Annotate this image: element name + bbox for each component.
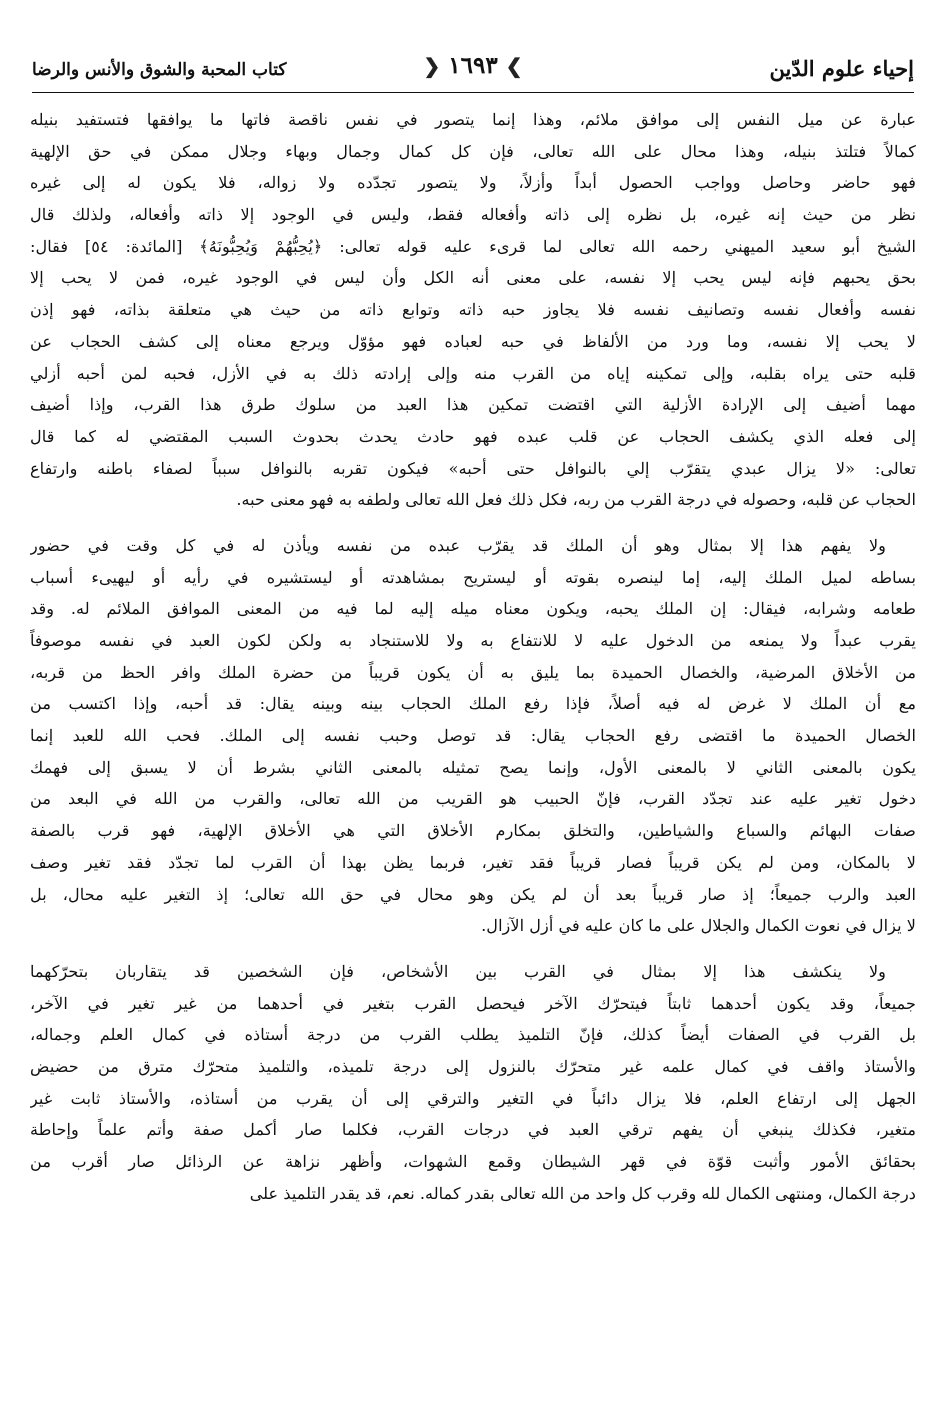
paragraph-gap: [30, 516, 916, 530]
text-line: الخصال الحميدة ما اقتضى رفع الحجاب يقال: قد توصل وحبب نفسه إلى الملك. فحب الله للعبد إنما: [30, 726, 916, 746]
text-line: مع أن الملك لا غرض له فيه أصلاً، فإذا رفع الملك الحجاب بينه وبينه يقال: قد أحبه، وإذا اكتسب من: [30, 694, 916, 714]
text-line: من الأخلاق المرضية، والخصال الحميدة بما يليق به أن يكون قريباً من حضرة الملك وافر الحظ من قربه،: [30, 662, 916, 682]
text-line: فهو حاضر وحاصل وواجب الحصول أبداً وأزلاً، ولا يتصور تجدّده ولا زواله، فلا يكون له إلى غيره: [30, 173, 916, 193]
text-line: لا يحب إلا نفسه، وما ورد من الألفاظ في حبه لعباده فهو مؤوّل ويرجع معناه إلى كشف الحجاب عن: [30, 331, 916, 351]
text-line: طعامه وشرابه، فيقال: إن الملك يحبه، ويكون معناه ميله إليه لما فيه من المعنى الموافق الملائم له. وقد: [30, 599, 916, 619]
paragraph: [30, 956, 916, 1210]
text-line: قلبه حتى يراه بقلبه، وإلى تمكينه إياه من القرب منه وإلى إرادته ذلك به في الأزل، فحبه لمن أحبه أزلي: [30, 363, 916, 383]
text-line: إلى فعله الذي يكشف الحجاب عن قلب عبده فهو حادث يحدث بحدوث السبب المقتضي له كما قال: [30, 426, 916, 446]
page-number-block: [424, 52, 523, 79]
ornament-bracket-left-icon: ❮: [423, 54, 441, 78]
page-header: [32, 52, 914, 92]
header-divider: [32, 92, 914, 93]
text-line: عبارة عن ميل النفس إلى موافق ملائم، وهذا إنما يتصور في نفس ناقصة فاتها ما يوافقها فتستفيد بنيله: [30, 110, 916, 129]
text-line: دخول تغير عليه عند تجدّد القرب، فإنّ الحبيب هو القريب من الله تعالى، والقرب من الله في البعد من: [30, 789, 916, 809]
text-line: متغير، فكذلك ينبغي أن يفهم ترقي العبد في درجات القرب، فكلما صار أكمل صفة وأتم علماً وإحاطة: [30, 1120, 916, 1140]
text-line: الحجاب عن قلبه، وحصوله في درجة القرب من ربه، فكل ذلك فعل الله تعالى ولطفه به فهو معنى حبه.: [236, 490, 916, 510]
text-line: العبد والرب جميعاً؛ إذ صار قريباً بعد أن لم يكن وهو محال في حق الله تعالى؛ إذ التغير عليه محال، بل: [30, 884, 916, 904]
text-line: والأستاذ واقف في كمال علمه غير متحرّك بالنزول إلى درجة تلميذه، والتلميذ متحرّك مترق من حضيض: [30, 1056, 916, 1076]
chapter-title: كتاب المحبة والشوق والأنس والرضا: [32, 60, 287, 80]
text-line: بساطه لميل الملك إليه، إما لينصره بقوته أو ليستريح بمشاهدته أو ليستشيره في رأيه أو ليهيىء أسباب: [30, 567, 916, 587]
book-title: إحياء علوم الدّين: [769, 56, 914, 81]
text-line: يكون بالمعنى الثاني لا بالمعنى الأول، وإنما يصح تمثيله بالمعنى الثاني بشرط أن لا يسبق إلى فهمك: [30, 757, 916, 777]
text-line: جميعاً، وقد يكون أحدهما ثابتاً فيتحرّك الآخر فيحصل القرب بتغير في أحدهما من غير تغير في الآخر،: [30, 993, 916, 1013]
text-line: ولا ينكشف هذا إلا بمثال في القرب بين الأشخاص، فإن الشخصين قد يتقاربان بتحرّكهما: [30, 961, 886, 981]
text-line: درجة الكمال، ومنتهى الكمال لله وقرب كل واحد من الله تعالى بقدر كماله. نعم، قد يقدر التلميذ على: [249, 1183, 916, 1203]
paragraph-gap: [30, 942, 916, 956]
text-line: لا يزال في نعوت الكمال والجلال على ما كان عليه في أزل الآزال.: [481, 916, 916, 936]
text-line: لا بالمكان، ومن لم يكن قريباً فصار قريباً فقد تغير، فربما يظن بهذا أن القرب لما تجدّد فقد تغير وصف: [30, 852, 916, 872]
text-line: نفسه وأفعال نفسه وتصانيف نفسه فلا يجاوز حبه ذاته وتوابع ذاته من حيث هي متعلقة بذاته، فهو إذن: [30, 300, 916, 320]
page-body: [30, 104, 916, 1209]
text-line: الشيخ أبو سعيد الميهني رحمه الله تعالى لما قرىء عليه قوله تعالى: ﴿يُحِبُّهُمْ وَيُحِبُّونَهُ﴾ [المائدة: ٥٤] فقال:: [30, 236, 916, 256]
text-line: تعالى: «لا يزال عبدي يتقرّب إلي بالنوافل حتى أحبه» فيكون تقربه بالنوافل سبباً لصفاء باطنه وارتفاع: [30, 458, 916, 478]
text-line: بحق يحبهم فإنه ليس يحب إلا نفسه، على معنى أنه الكل وأن ليس في الوجود غيره، فمن لا يحب إلا: [30, 268, 916, 288]
text-line: مهما أضيف إلى الإرادة الأزلية التي اقتضت تمكين هذا العبد من سلوك طرق هذا القرب، وإذا أضيف: [30, 395, 916, 415]
text-line: الجهل إلى ارتفاع العلم، فلا يزال دائباً في التغير والترقي إلى أن يقرب من أستاذه، والأستاذ ثابت غير: [30, 1088, 916, 1108]
text-line: نظر من حيث إنه غيره، بل نظره إلى ذاته وأفعاله فقط، وليس في الوجود إلا ذاته وأفعاله، ولذلك قال: [30, 205, 916, 225]
ornament-bracket-right-icon: ❯: [505, 54, 523, 78]
text-line: ولا يفهم هذا إلا بمثال وهو أن الملك قد يقرّب عبده من نفسه ويأذن له في كل وقت في حضور: [30, 535, 886, 555]
text-line: صفات البهائم والسباع والشياطين، والتخلق بمكارم الأخلاق التي هي الأخلاق الإلهية، فهو قرب بالصفة: [30, 821, 916, 841]
text-line: بل القرب في الصفات أيضاً كذلك، فإنّ التلميذ يطلب القرب من درجة أستاذه في كمال العلم وجماله،: [30, 1025, 916, 1045]
paragraph: [30, 104, 916, 516]
paragraph: [30, 530, 916, 942]
text-line: كمالاً فتلتذ بنيله، وهذا محال على الله تعالى، فإن كل كمال وجمال وبهاء وجلال ممكن في حق الإلهية: [30, 141, 916, 161]
text-line: بحقائق الأمور وأثبت قوّة في قهر الشيطان وقمع الشهوات، وأظهر نزاهة عن الرذائل صار أقرب من: [30, 1152, 916, 1171]
text-line: يقرب عبداً ولا يمنعه من الدخول عليه لا للانتفاع به ولا للاستنجاد به ولكن لكون العبد في نفسه موصوفاً: [30, 631, 916, 650]
page-number: ١٦٩٣: [448, 52, 498, 79]
